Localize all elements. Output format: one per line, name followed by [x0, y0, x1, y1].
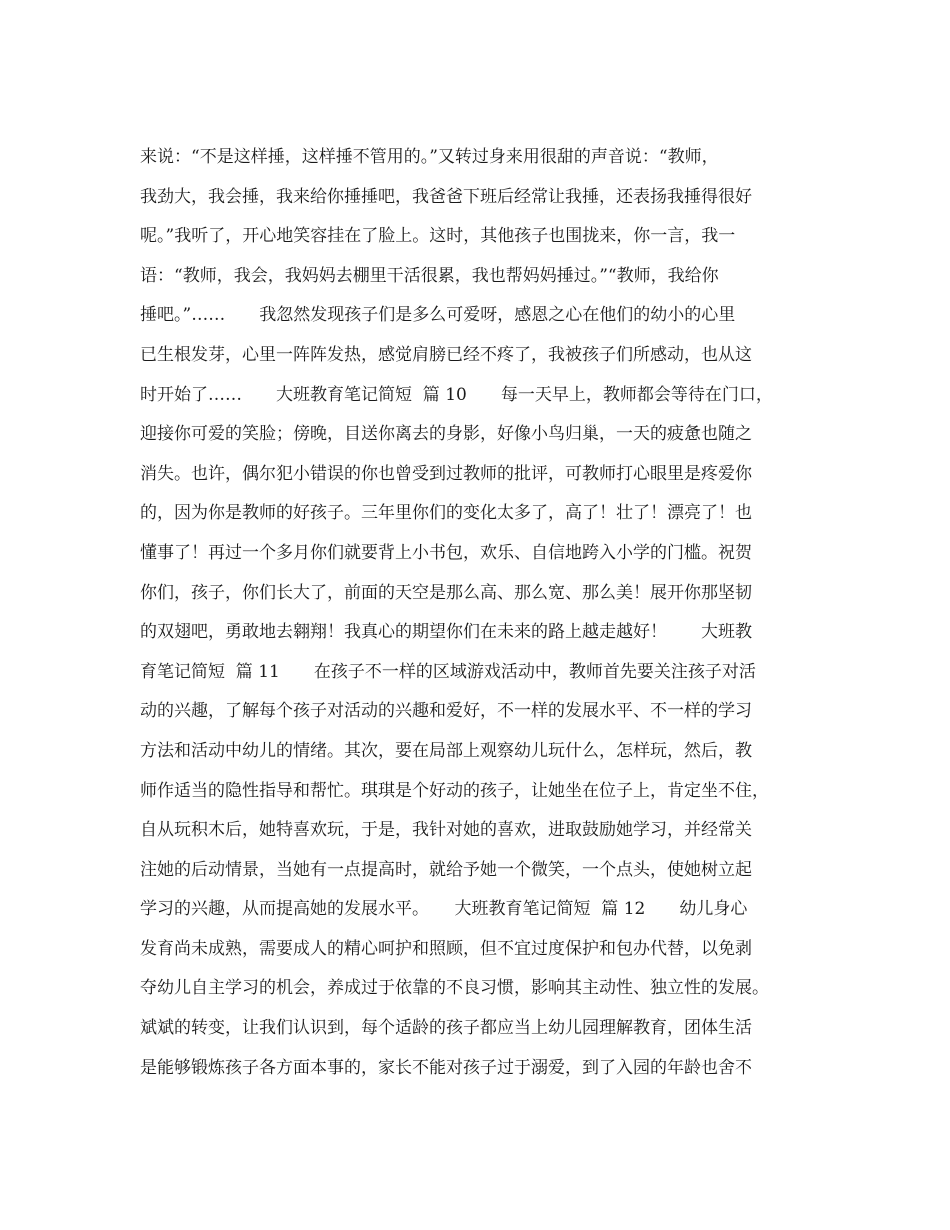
text-line: 方法和活动中幼儿的情绪。其次，要在局部上观察幼儿玩什么，怎样玩，然后，教 — [140, 740, 752, 761]
body-text — [140, 138, 830, 1088]
text-line: 懂事了！再过一个多月你们就要背上小书包，欢乐、自信地跨入小学的门槛。祝贺 — [140, 542, 752, 563]
text-line: 已生根发芽，心里一阵阵发热，感觉肩膀已经不疼了，我被孩子们所感动，也从这 — [140, 344, 752, 365]
text-line: 你们，孩子，你们长大了，前面的天空是那么高、那么宽、那么美！展开你那坚韧 — [140, 582, 752, 603]
text-line: 语：“教师，我会，我妈妈去棚里干活很累，我也帮妈妈捶过。”“教师，我给你 — [140, 265, 719, 286]
text-line: 动的兴趣，了解每个孩子对活动的兴趣和爱好，不一样的发展水平、不一样的学习 — [140, 701, 752, 722]
text-line: 是能够锻炼孩子各方面本事的，家长不能对孩子过于溺爱，到了入园的年龄也舍不 — [140, 1057, 752, 1078]
text-line: 消失。也许，偶尔犯小错误的你也曾受到过教师的批评，可教师打心眼里是疼爱你 — [140, 463, 752, 484]
text-line: 斌斌的转变，让我们认识到，每个适龄的孩子都应当上幼儿园理解教育，团体生活 — [140, 1018, 752, 1039]
text-line: 师作适当的隐性指导和帮忙。琪琪是个好动的孩子，让她坐在位子上，肯定坐不住， — [140, 780, 769, 801]
text-line: 呢。”我听了，开心地笑容挂在了脸上。这时，其他孩子也围拢来，你一言，我一 — [140, 226, 736, 247]
text-line: 迎接你可爱的笑脸；傍晚，目送你离去的身影，好像小鸟归巢，一天的疲惫也随之 — [140, 424, 752, 445]
text-line: 的，因为你是教师的好孩子。三年里你们的变化太多了，高了！壮了！漂亮了！也 — [140, 503, 752, 524]
text-line: 注她的后动情景，当她有一点提高时，就给予她一个微笑，一个点头，使她树立起 — [140, 859, 752, 880]
text-line: 自从玩积木后，她特喜欢玩，于是，我针对她的喜欢，进取鼓励她学习，并经常关 — [140, 820, 752, 841]
text-line: 捶吧。”…… 我忽然发现孩子们是多么可爱呀，感恩之心在他们的幼小的心里 — [140, 305, 736, 326]
text-line: 的双翅吧，勇敢地去翱翔！我真心的期望你们在未来的路上越走越好！ 大班教 — [140, 622, 752, 643]
text-line: 学习的兴趣，从而提高她的发展水平。 大班教育笔记简短 篇 12 幼儿身心 — [140, 899, 748, 920]
text-line: 夺幼儿自主学习的机会，养成过于依靠的不良习惯，影响其主动性、独立性的发展。 — [140, 978, 769, 999]
text-line: 我劲大，我会捶，我来给你捶捶吧，我爸爸下班后经常让我捶，还表扬我捶得很好 — [140, 186, 752, 207]
text-line: 来说：“不是这样捶，这样捶不管用的。”又转过身来用很甜的声音说：“教师， — [140, 147, 719, 167]
text-line: 发育尚未成熟，需要成人的精心呵护和照顾，但不宜过度保护和包办代替，以免剥 — [140, 938, 752, 959]
text-line: 育笔记简短 篇 11 在孩子不一样的区域游戏活动中，教师首先要关注孩子对活 — [140, 661, 756, 682]
text-line: 时开始了…… 大班教育笔记简短 篇 10 每一天早上，教师都会等待在门口， — [140, 384, 773, 405]
